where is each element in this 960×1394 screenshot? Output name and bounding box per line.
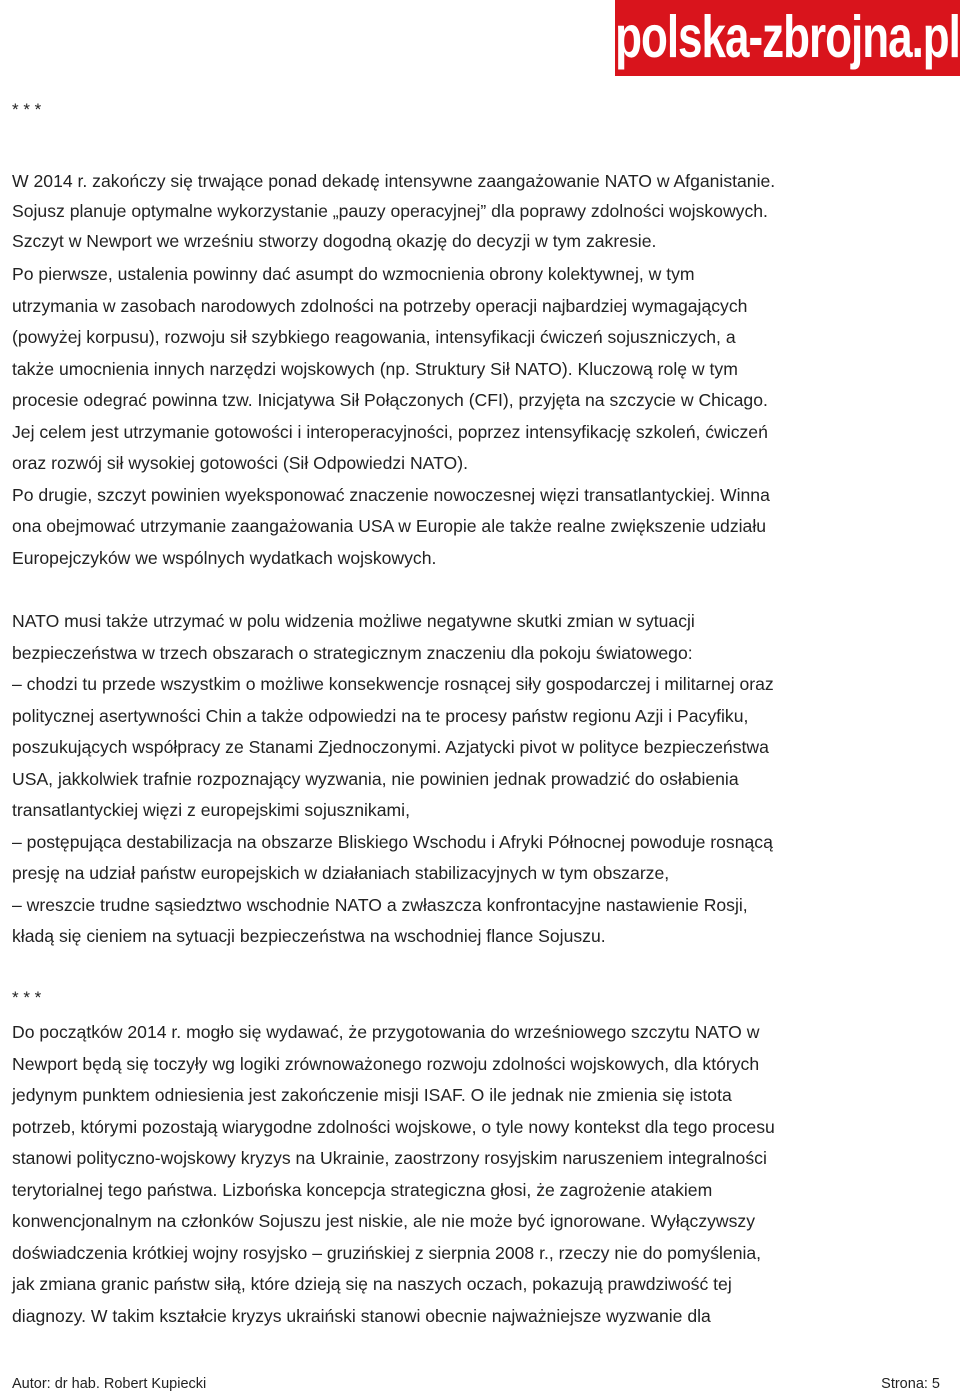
text-line: Szczyt w Newport we wrześniu stworzy dogodną okazję do decyzji w tym zakresie. bbox=[12, 231, 657, 251]
paragraph-context bbox=[12, 1017, 952, 1332]
text-line: USA, jakkolwiek trafnie rozpoznający wyzwania, nie powinien jednak prowadzić do osłabienia bbox=[12, 768, 739, 789]
text-line: Europejczyków we wspólnych wydatkach wojskowych. bbox=[12, 547, 437, 568]
text-line: presję na udział państw europejskich w działaniach stabilizacyjnych w tym obszarze, bbox=[12, 863, 670, 883]
text-line: NATO musi także utrzymać w polu widzenia możliwe negatywne skutki zmian w sytuacji bbox=[12, 611, 695, 631]
text-line: jedynym punktem odniesienia jest zakończenie misji ISAF. O ile jednak nie zmienia się istota bbox=[12, 1085, 732, 1105]
text-line: utrzymania w zasobach narodowych zdolności na potrzeby operacji najbardziej wymagających bbox=[12, 295, 748, 316]
footer-author: Autor: dr hab. Robert Kupiecki bbox=[12, 1376, 207, 1392]
page-footer bbox=[12, 1376, 940, 1392]
text-line: jak zmiana granic państw siłą, które dzieją się na naszych oczach, pokazują prawdziwość tej bbox=[12, 1274, 732, 1294]
text-line: transatlantyckiej więzi z europejskimi sojusznikami, bbox=[12, 800, 410, 820]
paragraph-threats bbox=[12, 606, 952, 953]
paragraph-priorities bbox=[12, 259, 952, 574]
text-line: Po pierwsze, ustalenia powinny dać asumpt do wzmocnienia obrony kolektywnej, w tym bbox=[12, 264, 695, 284]
text-line: diagnozy. W takim kształcie kryzys ukraiński stanowi obecnie najważniejsze wyzwanie dla bbox=[12, 1305, 711, 1326]
logo-text: polska-zbrojna.pl bbox=[615, 4, 960, 71]
text-line: Sojusz planuje optymalne wykorzystanie „pauzy operacyjnej” dla poprawy zdolności wojskowych. bbox=[12, 201, 768, 221]
text-line: poszukujących współpracy ze Stanami Zjednoczonymi. Azjatycki pivot w polityce bezpieczeństwa bbox=[12, 737, 769, 757]
section-separator: * * * bbox=[12, 988, 42, 1007]
footer-page-number: Strona: 5 bbox=[881, 1376, 940, 1392]
text-line: potrzeb, którymi pozostają wiarygodne zdolności wojskowe, o tyle nowy kontekst dla tego procesu bbox=[12, 1116, 775, 1137]
section-separator: * * * bbox=[12, 100, 42, 119]
text-line: – wreszcie trudne sąsiedztwo wschodnie NATO a zwłaszcza konfrontacyjne nastawienie Rosji, bbox=[12, 894, 748, 915]
text-line: doświadczenia krótkiej wojny rosyjsko – gruzińskiej z sierpnia 2008 r., rzeczy nie do pomyślenia, bbox=[12, 1242, 762, 1263]
text-line: bezpieczeństwa w trzech obszarach o strategicznym znaczeniu dla pokoju światowego: bbox=[12, 642, 693, 663]
text-line: konwencjonalnym na członków Sojuszu jest niskie, ale nie może być ignorowane. Wyłączywszy bbox=[12, 1211, 756, 1231]
text-line: Newport będą się toczyły wg logiki zrównoważonego rozwoju zdolności wojskowych, dla których bbox=[12, 1053, 760, 1074]
text-line: procesie odegrać powinna tzw. Inicjatywa Sił Połączonych (CFI), przyjęta na szczycie w Chicago. bbox=[12, 390, 768, 410]
text-line: (powyżej korpusu), rozwoju sił szybkiego reagowania, intensyfikacji ćwiczeń sojuszniczych, a bbox=[12, 327, 736, 347]
text-line: terytorialnej tego państwa. Lizbońska koncepcja strategiczna głosi, że zagrożenie atakiem bbox=[12, 1179, 713, 1200]
text-line: ona obejmować utrzymanie zaangażowania USA w Europie ale także realne zwiększenie udziału bbox=[12, 516, 767, 536]
text-line: – chodzi tu przede wszystkim o możliwe konsekwencje rosnącej siły gospodarczej i militarnej oraz bbox=[12, 674, 774, 694]
text-line: stanowi polityczno-wojskowy kryzys na Ukrainie, zaostrzony rosyjskim naruszeniem integralności bbox=[12, 1148, 767, 1168]
text-line: kładą się cieniem na sytuacji bezpieczeństwa na wschodniej flance Sojuszu. bbox=[12, 926, 606, 946]
text-line: Jej celem jest utrzymanie gotowości i interoperacyjności, poprzez intensyfikację szkoleń, ćwiczeń bbox=[12, 421, 768, 442]
text-line: – postępująca destabilizacja na obszarze Bliskiego Wschodu i Afryki Północnej powoduje rosnącą bbox=[12, 831, 773, 852]
text-line: oraz rozwój sił wysokiej gotowości (Sił Odpowiedzi NATO). bbox=[12, 453, 468, 473]
site-logo[interactable] bbox=[615, 0, 960, 76]
text-line: Po drugie, szczyt powinien wyeksponować znaczenie nowoczesnej więzi transatlantyckiej. Winna bbox=[12, 484, 770, 505]
paragraph-intro bbox=[12, 166, 952, 256]
text-line: W 2014 r. zakończy się trwające ponad dekadę intensywne zaangażowanie NATO w Afganistanie. bbox=[12, 171, 776, 191]
text-line: politycznej asertywności Chin a także odpowiedzi na te procesy państw regionu Azji i Pacyfiku, bbox=[12, 705, 749, 726]
text-line: Do początków 2014 r. mogło się wydawać, że przygotowania do wrześniowego szczytu NATO w bbox=[12, 1022, 760, 1042]
text-line: także umocnienia innych narzędzi wojskowych (np. Struktury Sił NATO). Kluczową rolę w tym bbox=[12, 358, 738, 379]
